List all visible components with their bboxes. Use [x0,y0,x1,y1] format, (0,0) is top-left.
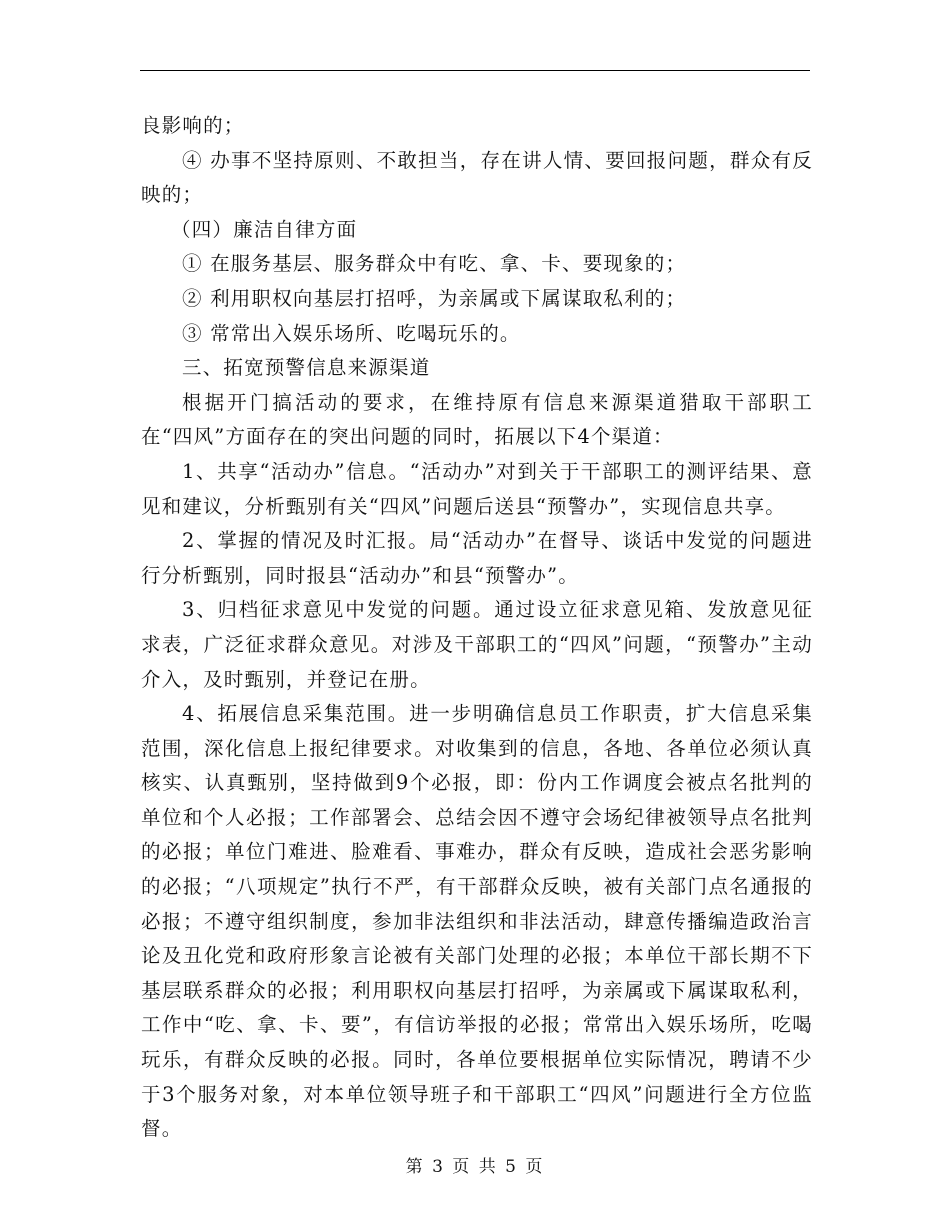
paragraph-channel-2: 2、掌握的情况及时汇报。局“活动办”在督导、谈话中发觉的问题进行分析甄别，同时报县“活动办”和县“预警办”。 [141,529,813,587]
paragraph-channel-3: 3、归档征求意见中发觉的问题。通过设立征求意见箱、发放意见征求表，广泛征求群众意见。对涉及干部职工的“四风”问题，“预警办”主动介入，及时甄别，并登记在册。 [141,598,813,691]
page-number: 第 3 页 共 5 页 [405,1157,545,1177]
document-body [141,109,813,1147]
section-heading-three: 三、拓宽预警信息来源渠道 [182,356,431,380]
paragraph-item-4: ④ 办事不坚持原则、不敢担当，存在讲人情、要回报问题，群众有反映的； [141,148,813,207]
paragraph-channel-1: 1、共享“活动办”信息。“活动办”对到关于干部职工的测评结果、意见和建议，分析甄别有关“四风”问题后送县“预警办”，实现信息共享。 [141,459,813,518]
paragraph-channel-4: 4、拓展信息采集范围。进一步明确信息员工作职责，扩大信息采集范围，深化信息上报纪律要求。对收集到的信息，各地、各单位必须认真核实、认真甄别，坚持做到9个必报，即：份内工作调度会被点名批判的单位和个人必报；工作部署会、总结会因不遵守会场纪律被领导点名批判的必报；单位门难进、脸难看、事难办，群众有反映，造成社会恶劣影响的必报；“八项规定”执行不严，有干部群众反映，被有关部门点名通报的必报；不遵守组织制度，参加非法组织和非法活动，肆意传播编造政治言论及丑化党和政府形象言论被有关部门处理的必报；本单位干部长期不下基层联系群众的必报；利用职权向基层打招呼，为亲属或下属谋取私利，工作中“吃、拿、卡、要”，有信访举报的必报；常常出入娱乐场所，吃喝玩乐，有群众反映的必报。同时，各单位要根据单位实际情况，聘请不少于3个服务对象，对本单位领导班子和干部职工“四风”问题进行全方位监督。 [141,702,813,1141]
paragraph-item-1: ① 在服务基层、服务群众中有吃、拿、卡、要现象的； [182,252,687,276]
paragraph-item-2: ② 利用职权向基层打招呼，为亲属或下属谋取私利的； [182,286,687,310]
header-rule [140,70,810,71]
paragraph-intro: 根据开门搞活动的要求，在维持原有信息来源渠道猎取干部职工在“四风”方面存在的突出问题的同时，拓展以下4个渠道： [141,390,813,449]
paragraph-continuation: 良影响的； [141,114,245,137]
section-heading-integrity: （四）廉洁自律方面 [171,217,358,241]
paragraph-item-3: ③ 常常出入娱乐场所、吃喝玩乐的。 [182,321,521,345]
